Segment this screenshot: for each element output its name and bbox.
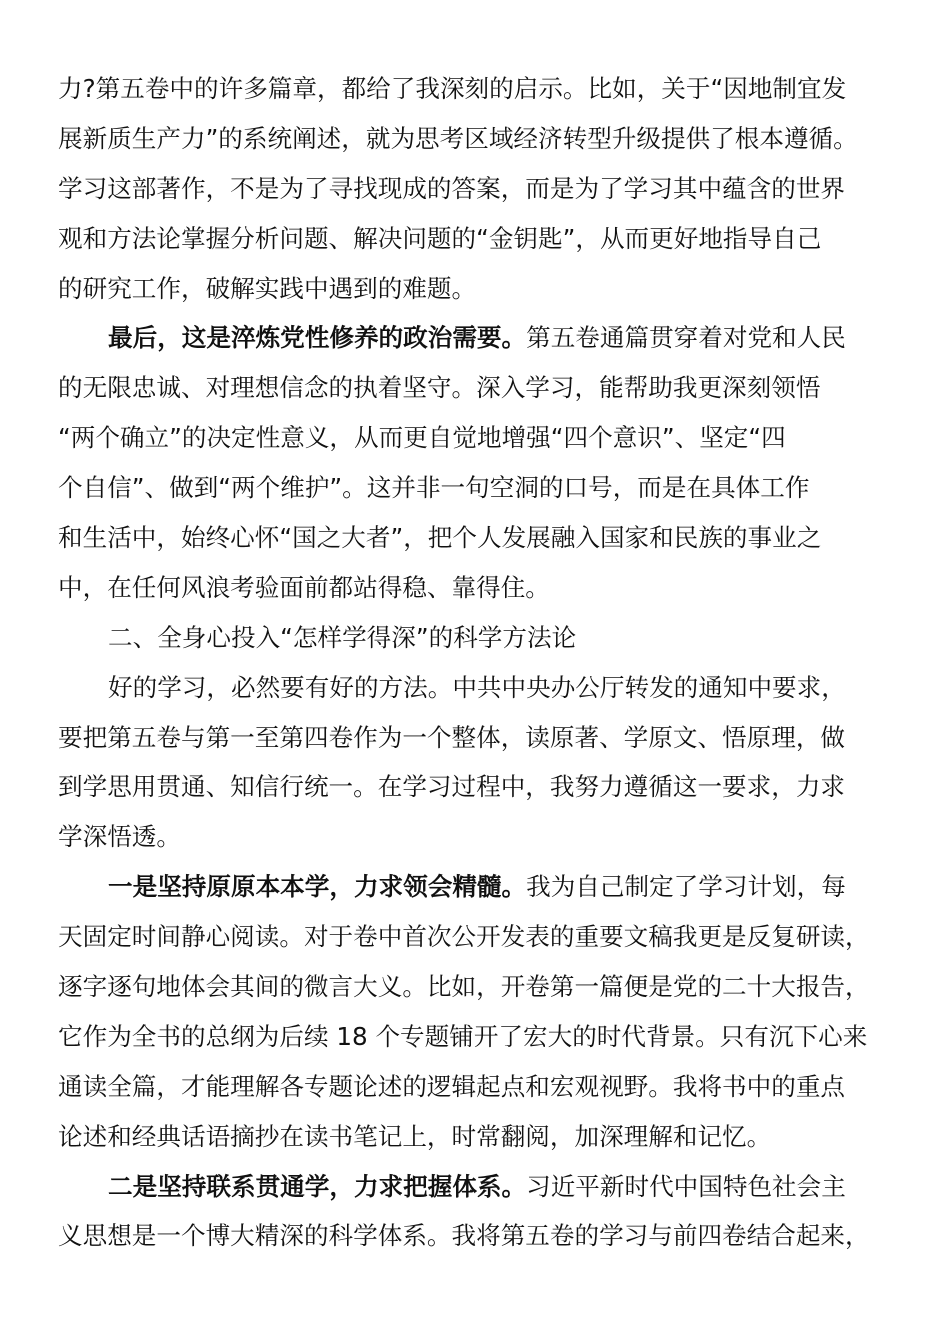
section-heading: 二、全身心投入“怎样学得深”的科学方法论 — [108, 622, 577, 652]
text-span: 习近平新时代中国特色社会主 — [526, 1171, 846, 1201]
text-line — [58, 862, 892, 912]
paragraph-continuation — [58, 64, 892, 313]
text-line: 要把第五卷与第一至第四卷作为一个整体，读原著、学原文、悟原理，做 — [58, 722, 846, 752]
text-line: 到学思用贯通、知信行统一。在学习过程中，我努力遵循这一要求，力求 — [58, 772, 846, 802]
text-line: 天固定时间静心阅读。对于卷中首次公开发表的重要文稿我更是反复研读， — [58, 922, 870, 952]
text-line: 好的学习，必然要有好的方法。中共中央办公厅转发的通知中要求， — [108, 672, 846, 702]
text-line: 它作为全书的总纲为后续 18 个专题铺开了宏大的时代背景。只有沉下心来 — [58, 1021, 868, 1051]
bold-lead-sentence: 一是坚持原原本本学，力求领会精髓。 — [108, 872, 527, 902]
text-line: 的无限忠诚、对理想信念的执着坚守。深入学习，能帮助我更深刻领悟 — [58, 373, 821, 403]
text-line: 力?第五卷中的许多篇章，都给了我深刻的启示。比如，关于“因地制宜发 — [58, 74, 847, 103]
text-line: 逐字逐句地体会其间的微言大义。比如，开卷第一篇便是党的二十大报告， — [58, 972, 870, 1002]
text-line — [58, 313, 892, 363]
text-line — [58, 1162, 892, 1212]
text-line: 义思想是一个博大精深的科学体系。我将第五卷的学习与前四卷结合起来， — [58, 1221, 870, 1251]
text-span: 我为自己制定了学习计划，每 — [526, 872, 846, 902]
text-line: 观和方法论掌握分析问题、解决问题的“金钥匙”，从而更好地指导自己 — [58, 223, 822, 253]
text-line: 学深悟透。 — [58, 822, 181, 852]
text-line: 展新质生产力”的系统阐述，就为思考区域经济转型升级提供了根本遵循。 — [58, 123, 858, 153]
bold-lead-sentence: 最后，这是淬炼党性修养的政治需要。 — [108, 323, 527, 353]
text-line: 个自信”、做到“两个维护”。这并非一句空洞的口号，而是在具体工作 — [58, 473, 810, 503]
document-page — [58, 64, 892, 1261]
bold-lead-sentence: 二是坚持联系贯通学，力求把握体系。 — [108, 1171, 527, 1201]
text-span: 第五卷通篇贯穿着对党和人民 — [526, 323, 846, 353]
paragraph-finally — [58, 313, 892, 612]
text-line: 论述和经典话语摘抄在读书笔记上，时常翻阅，加深理解和记忆。 — [58, 1121, 772, 1151]
text-line: 中，在任何风浪考验面前都站得稳、靠得住。 — [58, 572, 550, 602]
text-line: 通读全篇，才能理解各专题论述的逻辑起点和宏观视野。我将书中的重点 — [58, 1071, 846, 1101]
text-line: “两个确立”的决定性意义，从而更自觉地增强“四个意识”、坚定“四 — [58, 423, 786, 453]
paragraph-point-two — [58, 1162, 892, 1262]
paragraph-point-one — [58, 862, 892, 1161]
text-line: 学习这部著作，不是为了寻找现成的答案，而是为了学习其中蕴含的世界 — [58, 173, 846, 203]
text-line: 和生活中，始终心怀“国之大者”，把个人发展融入国家和民族的事业之 — [58, 523, 822, 553]
text-line: 的研究工作，破解实践中遇到的难题。 — [58, 273, 477, 303]
paragraph-method-intro — [58, 663, 892, 863]
